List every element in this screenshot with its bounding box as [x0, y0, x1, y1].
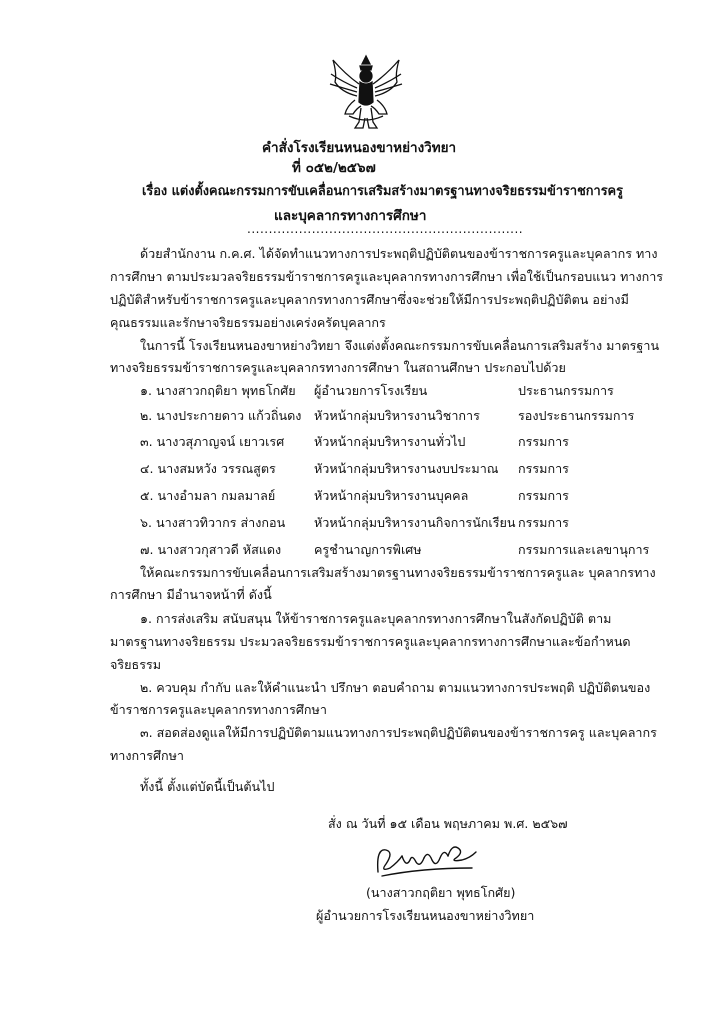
committee-member-name: ๒. นางประกายดาว แก้วถิ่นดง	[140, 408, 302, 423]
subject-line-1: เรื่อง แต่งตั้งคณะกรรมการขับเคลื่อนการเสริมสร้างมาตรฐานทางจริยธรรมข้าราชการครู	[142, 184, 623, 199]
committee-member-role: กรรมการ	[518, 515, 569, 530]
order-title: คำสั่งโรงเรียนหนองขาหย่างวิทยา	[262, 140, 457, 156]
duty-line: ๒. ควบคุม กำกับ และให้คำแนะนำ ปรึกษา ตอบคำถาม ตามแนวทางการประพฤติ ปฏิบัติตนของ	[140, 680, 651, 695]
committee-member-role: กรรมการ	[518, 434, 569, 449]
closing-text: ทั้งนี้ ตั้งแต่บัดนี้เป็นต้นไป	[140, 779, 275, 794]
committee-member-name: ๓. นางวสุภาญจน์ เยาวเรศ	[140, 434, 285, 449]
committee-member-role: รองประธานกรรมการ	[518, 408, 635, 423]
paragraph-1-line: ปฏิบัติสำหรับข้าราชการครูและบุคลากรทางการศึกษาซึ่งจะช่วยให้มีการประพฤติปฏิบัติตน อย่างมี	[110, 292, 629, 307]
duty-line: จริยธรรม	[110, 657, 162, 672]
paragraph-3-line: การศึกษา มีอำนาจหน้าที่ ดังนี้	[110, 587, 272, 602]
signature-image	[372, 838, 482, 880]
committee-member-position: หัวหน้ากลุ่มบริหารงานงบประมาณ	[314, 461, 499, 476]
committee-member-name: ๔. นางสมหวัง วรรณสูตร	[140, 461, 276, 476]
committee-member-name: ๗. นางสาวกุสาวดี หัสแดง	[140, 542, 282, 557]
committee-member-role: ประธานกรรมการ	[518, 383, 614, 398]
paragraph-1-line: คุณธรรมและรักษาจริยธรรมอย่างเคร่งครัดบุคลากร	[110, 315, 386, 330]
paragraph-1-line: ด้วยสำนักงาน ก.ค.ศ. ได้จัดทำแนวทางการประพฤติปฏิบัติตนของข้าราชการครูและบุคลากร ทาง	[140, 246, 658, 261]
committee-member-position: หัวหน้ากลุ่มบริหารงานทั่วไป	[314, 434, 466, 449]
header-separator: ................................................................	[247, 222, 524, 236]
committee-member-role: กรรมการ	[518, 461, 569, 476]
duty-line: ๑. การส่งเสริม สนับสนุน ให้ข้าราชการครูและบุคลากรทางการศึกษาในสังกัดปฏิบัติ ตาม	[140, 611, 612, 626]
order-date: สั่ง ณ วันที่ ๑๕ เดือน พฤษภาคม พ.ศ. ๒๕๖๗	[328, 816, 568, 831]
subject-line-2: และบุคลากรทางการศึกษา	[274, 208, 427, 224]
committee-member-role: กรรมการและเลขานุการ	[518, 542, 650, 557]
duty-line: ๓. สอดส่องดูแลให้มีการปฏิบัติตามแนวทางการประพฤติปฏิบัติตนของข้าราชการครู และบุคลากร	[140, 725, 657, 740]
committee-member-position: หัวหน้ากลุ่มบริหารงานบุคคล	[314, 488, 469, 503]
committee-member-position: หัวหน้ากลุ่มบริหารงานกิจการนักเรียน	[314, 515, 516, 530]
signatory-name: (นางสาวกฤติยา พุทธโกศัย)	[366, 885, 516, 900]
committee-member-role: กรรมการ	[518, 488, 569, 503]
duty-line: ทางการศึกษา	[110, 748, 184, 763]
signatory-title: ผู้อำนวยการโรงเรียนหนองขาหย่างวิทยา	[316, 908, 535, 923]
paragraph-2-line: ในการนี้ โรงเรียนหนองขาหย่างวิทยา จึงแต่งตั้งคณะกรรมการขับเคลื่อนการเสริมสร้าง มาตรฐาน	[140, 338, 660, 353]
order-number: ที่ ๐๕๒/๒๕๖๗	[292, 160, 376, 176]
paragraph-3-line: ให้คณะกรรมการขับเคลื่อนการเสริมสร้างมาตรฐานทางจริยธรรมข้าราชการครูและ บุคลากรทาง	[140, 565, 656, 580]
paragraph-2-line: ทางจริยธรรมข้าราชการครูและบุคลากรทางการศึกษา ในสถานศึกษา ประกอบไปด้วย	[110, 360, 566, 375]
garuda-emblem-icon	[327, 52, 405, 132]
duty-line: มาตรฐานทางจริยธรรม ประมวลจริยธรรมข้าราชการครูและบุคลากรทางการศึกษาและข้อกำหนด	[110, 634, 631, 649]
duty-line: ข้าราชการครูและบุคลากรทางการศึกษา	[110, 702, 327, 717]
committee-member-position: ผู้อำนวยการโรงเรียน	[314, 383, 428, 398]
paragraph-1-line: การศึกษา ตามประมวลจริยธรรมข้าราชการครูและบุคลากรทางการศึกษา เพื่อใช้เป็นกรอบแนว ทางการ	[110, 269, 664, 284]
committee-member-position: ครูชำนาญการพิเศษ	[314, 542, 422, 557]
committee-member-position: หัวหน้ากลุ่มบริหารงานวิชาการ	[314, 408, 480, 423]
committee-member-name: ๕. นางอำมลา กมลมาลย์	[140, 488, 276, 503]
committee-member-name: ๖. นางสาวทิวากร ส่างกอน	[140, 515, 286, 530]
committee-member-name: ๑. นางสาวกฤติยา พุทธโกศัย	[140, 383, 296, 398]
